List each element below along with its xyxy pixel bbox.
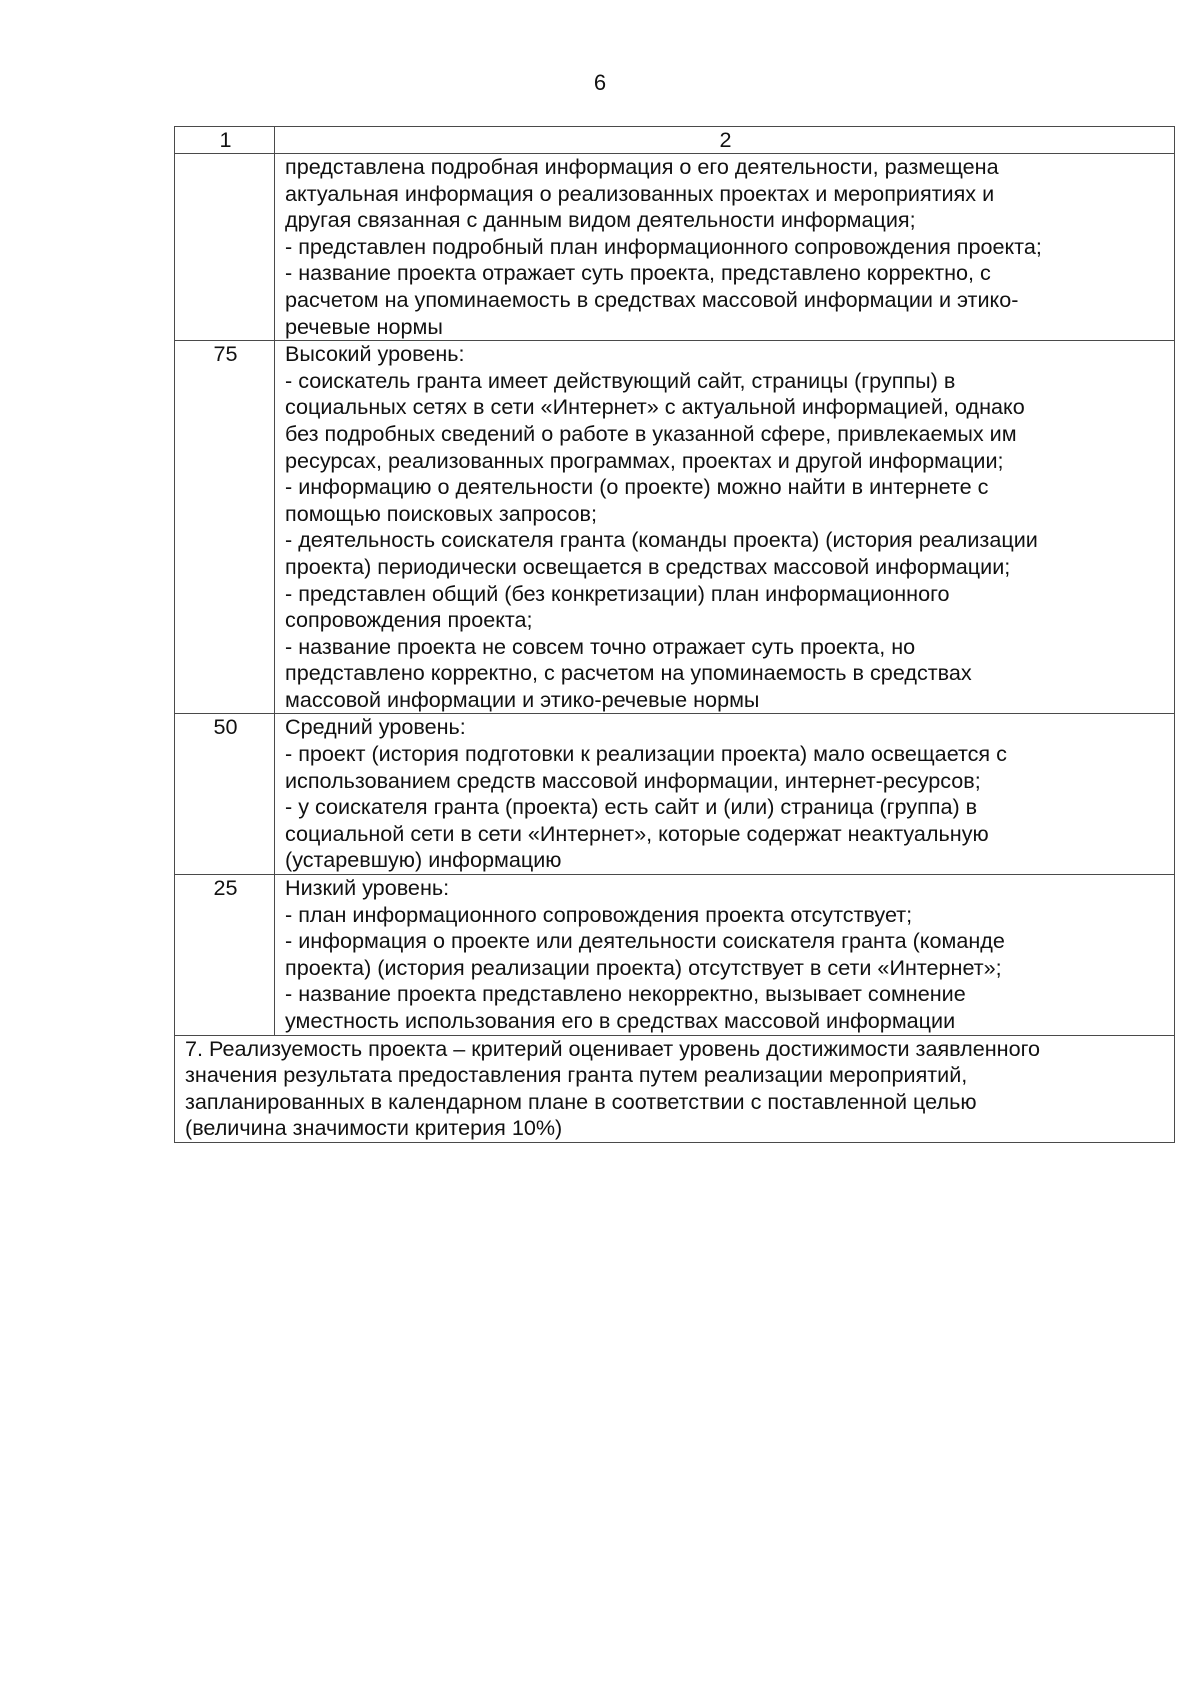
text-line: - план информационного сопровождения проекта отсутствует;	[285, 901, 913, 927]
text-line: представлена подробная информация о его деятельности, размещена	[285, 154, 999, 179]
text-line: - проект (история подготовки к реализации проекта) мало освещается с	[285, 741, 1007, 767]
text-line: - соискатель гранта имеет действующий сайт, страницы (группы) в	[285, 367, 956, 393]
score-cell: 75	[175, 341, 275, 714]
text-line: - информацию о деятельности (о проекте) можно найти в интернете с	[285, 474, 989, 500]
score-cell	[175, 154, 275, 341]
criterion-row	[175, 1035, 1175, 1142]
column-header-score: 1	[175, 127, 275, 154]
level-heading: Средний уровень:	[285, 714, 466, 740]
description-cell	[275, 341, 1175, 714]
text-line: - название проекта отражает суть проекта, представлено корректно, с	[285, 260, 991, 286]
table-row	[175, 341, 1175, 714]
text-line: помощью поисковых запросов;	[285, 500, 597, 526]
description-cell	[275, 154, 1175, 341]
text-line: проекта) периодически освещается в средствах массовой информации;	[285, 553, 1011, 579]
page-number: 6	[593, 70, 607, 95]
text-line: - у соискателя гранта (проекта) есть сайт и (или) страница (группа) в	[285, 794, 978, 820]
text-line: - деятельность соискателя гранта (команды проекта) (история реализации	[285, 527, 1038, 553]
text-line: уместность использования его в средствах массовой информации	[285, 1008, 956, 1033]
text-line: представлено корректно, с расчетом на упоминаемость в средствах	[285, 660, 972, 686]
description-cell	[275, 714, 1175, 875]
criterion-7-line: значения результата предоставления гранта путем реализации мероприятий,	[185, 1062, 968, 1088]
criterion-7-line: 7. Реализуемость проекта – критерий оценивает уровень достижимости заявленного	[185, 1035, 1041, 1061]
criteria-table	[174, 126, 1175, 1143]
text-line: - название проекта представлено некорректно, вызывает сомнение	[285, 981, 966, 1007]
criterion-7-line: запланированных в календарном плане в соответствии с поставленной целью	[185, 1088, 977, 1114]
score-cell: 25	[175, 875, 275, 1036]
table-header-row	[175, 127, 1175, 154]
criterion-7-cell	[175, 1035, 1175, 1142]
table-row	[175, 154, 1175, 341]
text-line: другая связанная с данным видом деятельности информация;	[285, 207, 916, 233]
text-line: социальной сети в сети «Интернет», которые содержат неактуальную	[285, 820, 989, 846]
score-cell: 50	[175, 714, 275, 875]
text-line: сопровождения проекта;	[285, 607, 533, 633]
description-cell	[275, 875, 1175, 1036]
text-line: расчетом на упоминаемость в средствах массовой информации и этико-	[285, 286, 1019, 312]
text-line: - название проекта не совсем точно отражает суть проекта, но	[285, 633, 916, 659]
text-line: актуальная информация о реализованных проектах и мероприятиях и	[285, 180, 995, 206]
table-row	[175, 714, 1175, 875]
column-header-description: 2	[275, 127, 1175, 154]
text-line: речевые нормы	[285, 313, 443, 339]
criterion-7-line: (величина значимости критерия 10%)	[185, 1115, 563, 1141]
text-line: без подробных сведений о работе в указанной сфере, привлекаемых им	[285, 420, 1017, 446]
text-line: - представлен общий (без конкретизации) план информационного	[285, 580, 950, 606]
level-heading: Высокий уровень:	[285, 341, 465, 367]
text-line: массовой информации и этико-речевые нормы	[285, 686, 760, 712]
text-line: социальных сетях в сети «Интернет» с актуальной информацией, однако	[285, 394, 1025, 420]
text-line: ресурсах, реализованных программах, проектах и другой информации;	[285, 447, 1004, 473]
table-row	[175, 875, 1175, 1036]
text-line: - представлен подробный план информационного сопровождения проекта;	[285, 233, 1042, 259]
text-line: использованием средств массовой информации, интернет-ресурсов;	[285, 767, 981, 793]
level-heading: Низкий уровень:	[285, 875, 450, 901]
text-line: - информация о проекте или деятельности соискателя гранта (команде	[285, 928, 1005, 954]
text-line: (устаревшую) информацию	[285, 847, 562, 873]
text-line: проекта) (история реализации проекта) отсутствует в сети «Интернет»;	[285, 954, 1002, 980]
